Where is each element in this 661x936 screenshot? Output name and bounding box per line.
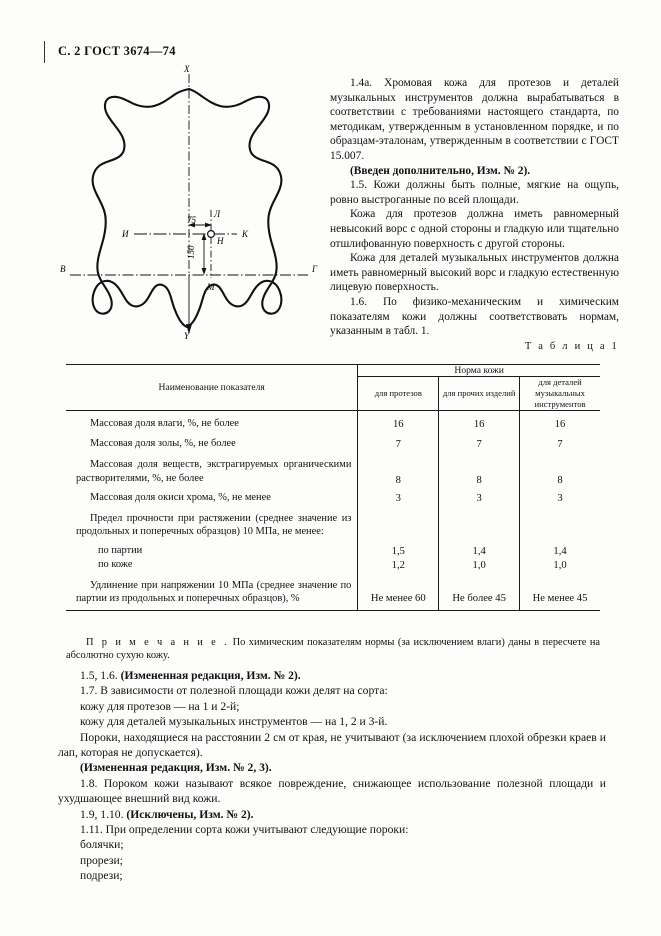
value-leather: 1,0 [472,559,486,571]
defect-item-sores: болячки; [80,838,124,852]
table-header-indicator-name: Наименование показателя [66,365,358,411]
figure-dim-75: 75 [187,215,196,225]
table-row [66,411,600,433]
amendment-note: (Исключены, Изм. № 2). [126,807,254,821]
amendment-note: (Измененная редакция, Изм. № 2). [120,669,301,682]
value-batch: 1,5 [391,546,405,558]
intro-text-column [330,76,619,339]
intro-paragraph-1-5: 1.5. Кожи должны быть полные, мягкие на ощупь, ровно выстроганные по всей площади. [330,179,619,206]
row-value-instruments: Не менее 45 [532,593,588,605]
row-label-ash [66,432,358,452]
intro-paragraph-prosthetics: Кожа для протезов должна иметь равномерный невысокий ворс с одной стороны и гладкую или тщательно отшлифованную поверхность с другой стороны. [330,208,619,250]
row-value-other [439,540,520,572]
value-batch: 1,4 [472,546,486,558]
table-row [66,432,600,452]
row-value-instruments: 16 [554,419,566,430]
row-value-prosthetics: Не менее 60 [358,573,439,611]
row-label-moisture [66,411,358,433]
figure-label-g: Г [312,264,318,274]
clause-1-9-1-10 [58,807,606,822]
intro-amendment-note-1: (Введен дополнительно, Изм. № 2). [350,164,531,177]
figure-label-x: X [184,64,190,74]
table-row [66,487,600,506]
body-text-block [58,668,606,884]
table-header-norm-group: Норма кожи [358,365,600,377]
defects-edge-rule: Пороки, находящиеся на расстоянии 2 см от края, не учитывают (за исключением плохой обрезки краев и лап, которая не допускается). [58,730,606,760]
clause-1-11: 1.11. При определении сорта кожи учитывают следующие пороки: [80,823,409,837]
figure-label-k: К [242,229,248,239]
table-row [66,452,600,486]
row-value-prosthetics: 7 [358,432,439,452]
row-value-other: 16 [439,411,520,433]
defect-item-undercuts: подрези; [80,869,123,883]
intro-paragraph-1-6: 1.6. По физико-механическим и химическим показателям кожи должны соответствовать нормам, указанным в табл. 1. [330,295,619,338]
row-value-instruments [520,506,600,540]
row-value-prosthetics: 8 [358,452,439,486]
row-label-extractables [66,452,358,486]
row-value-instruments: 7 [557,439,563,451]
row-label-elongation [66,573,358,611]
norms-table-body [66,411,600,611]
row-value-other: Не более 45 [439,573,520,611]
row-value-prosthetics: 3 [358,487,439,506]
clause-1-8: 1.8. Пороком кожи называют всякое повреждение, снижающее использование полезной площади и ухудшающее внешний вид кожи. [58,776,606,806]
row-value-other [439,506,520,540]
top-zone [44,62,619,347]
value-leather: 1,2 [391,559,405,571]
grade-line-instruments: кожу для деталей музыкальных инструментов — на 1, 2 и 3-й. [80,715,388,729]
hide-outline-figure [58,62,320,340]
value-leather: 1,0 [553,559,567,571]
note-text: По химическим показателям нормы (за исключением влаги) даны в пересчете на абсолютно сухую кожу. [66,637,600,662]
page-header: С. 2 ГОСТ 3674—74 [58,44,176,58]
row-label-chromium-oxide [66,487,358,506]
intro-paragraph-instruments: Кожа для деталей музыкальных инструментов должна иметь равномерный высокий ворс и гладкую естественную лицевую поверхность. [330,252,619,294]
row-value-instruments: 8 [557,474,563,486]
table-row [66,540,600,572]
figure-label-i: И [122,229,129,239]
figure-label-m: М [207,282,215,292]
defect-item-cuts: прорези; [80,853,123,867]
table-caption: Т а б л и ц а 1 [524,341,619,352]
row-label-text: Удлинение при напряжении 10 МПа (среднее значение по партии из продольных и поперечных образцов), % [76,579,352,605]
table-row [66,506,600,540]
value-batch: 1,4 [553,546,567,558]
row-label-text: Массовая доля золы, %, не более [90,438,236,450]
norms-table-head [66,365,600,411]
note-lead: П р и м е ч а н и е . [86,637,230,648]
table-header-col-other: для прочих изделий [439,377,520,411]
figure-dim-150: 150 [186,245,196,259]
row-value-prosthetics: 16 [358,411,439,433]
figure-label-l: Л [214,209,221,219]
clause-1-7: 1.7. В зависимости от полезной площади кожи делят на сорта: [80,684,388,698]
figure-label-v: В [60,264,66,274]
intro-paragraph-1-4a: 1.4а. Хромовая кожа для протезов и деталей музыкальных инструментов должна вырабатываться в соответствии с требованиями настоящего стандарта, по методикам, утвержденным в установленном порядке, и по образцам-эталонам, утвержденным в соответствии с ГОСТ 15.007. [330,77,619,162]
row-sublabel-batch: по партии [98,545,143,557]
row-sublabel-leather: по коже [98,558,133,570]
clause-number: 1.5, 1.6. [80,669,121,682]
amendment-note-2-3 [58,760,606,775]
row-label-tensile-strength [66,506,358,540]
row-label-text: Массовая доля влаги, %, не более [90,418,239,429]
row-value-other: 8 [439,452,520,486]
table-header-col-prosthetics: для протезов [358,377,439,411]
row-label-text: Массовая доля веществ, экстрагируемых органическими растворителями, %, не более [76,459,352,484]
header-margin-rule [44,41,50,63]
row-value-instruments [520,540,600,572]
row-label-text: Предел прочности при растяжении (среднее значение из продольных и поперечных образцов) 10 МПа, не менее: [76,513,352,538]
norms-table [66,364,600,611]
clause-number: 1.9, 1.10. [80,807,127,821]
row-value-prosthetics [358,540,439,572]
table-header-col-instruments: для деталей музыкальных инструментов [534,377,586,409]
grade-line-prosthetics: кожу для протезов — на 1 и 2-й; [80,699,240,713]
amendment-note-bold: (Измененная редакция, Изм. № 2, 3). [80,761,272,775]
row-value-other: 7 [439,432,520,452]
row-value-instruments: 3 [557,492,563,504]
clause-1-5-1-6 [58,668,606,683]
table-row [66,573,600,611]
figure-label-n: Н [217,236,224,246]
table-note [66,636,600,663]
row-value-other: 3 [439,487,520,506]
row-label-batch-and-leather [66,540,358,572]
row-label-text: Массовая доля окиси хрома, %, не менее [90,491,271,503]
row-value-prosthetics [358,506,439,540]
figure-label-y: Y [184,331,190,340]
